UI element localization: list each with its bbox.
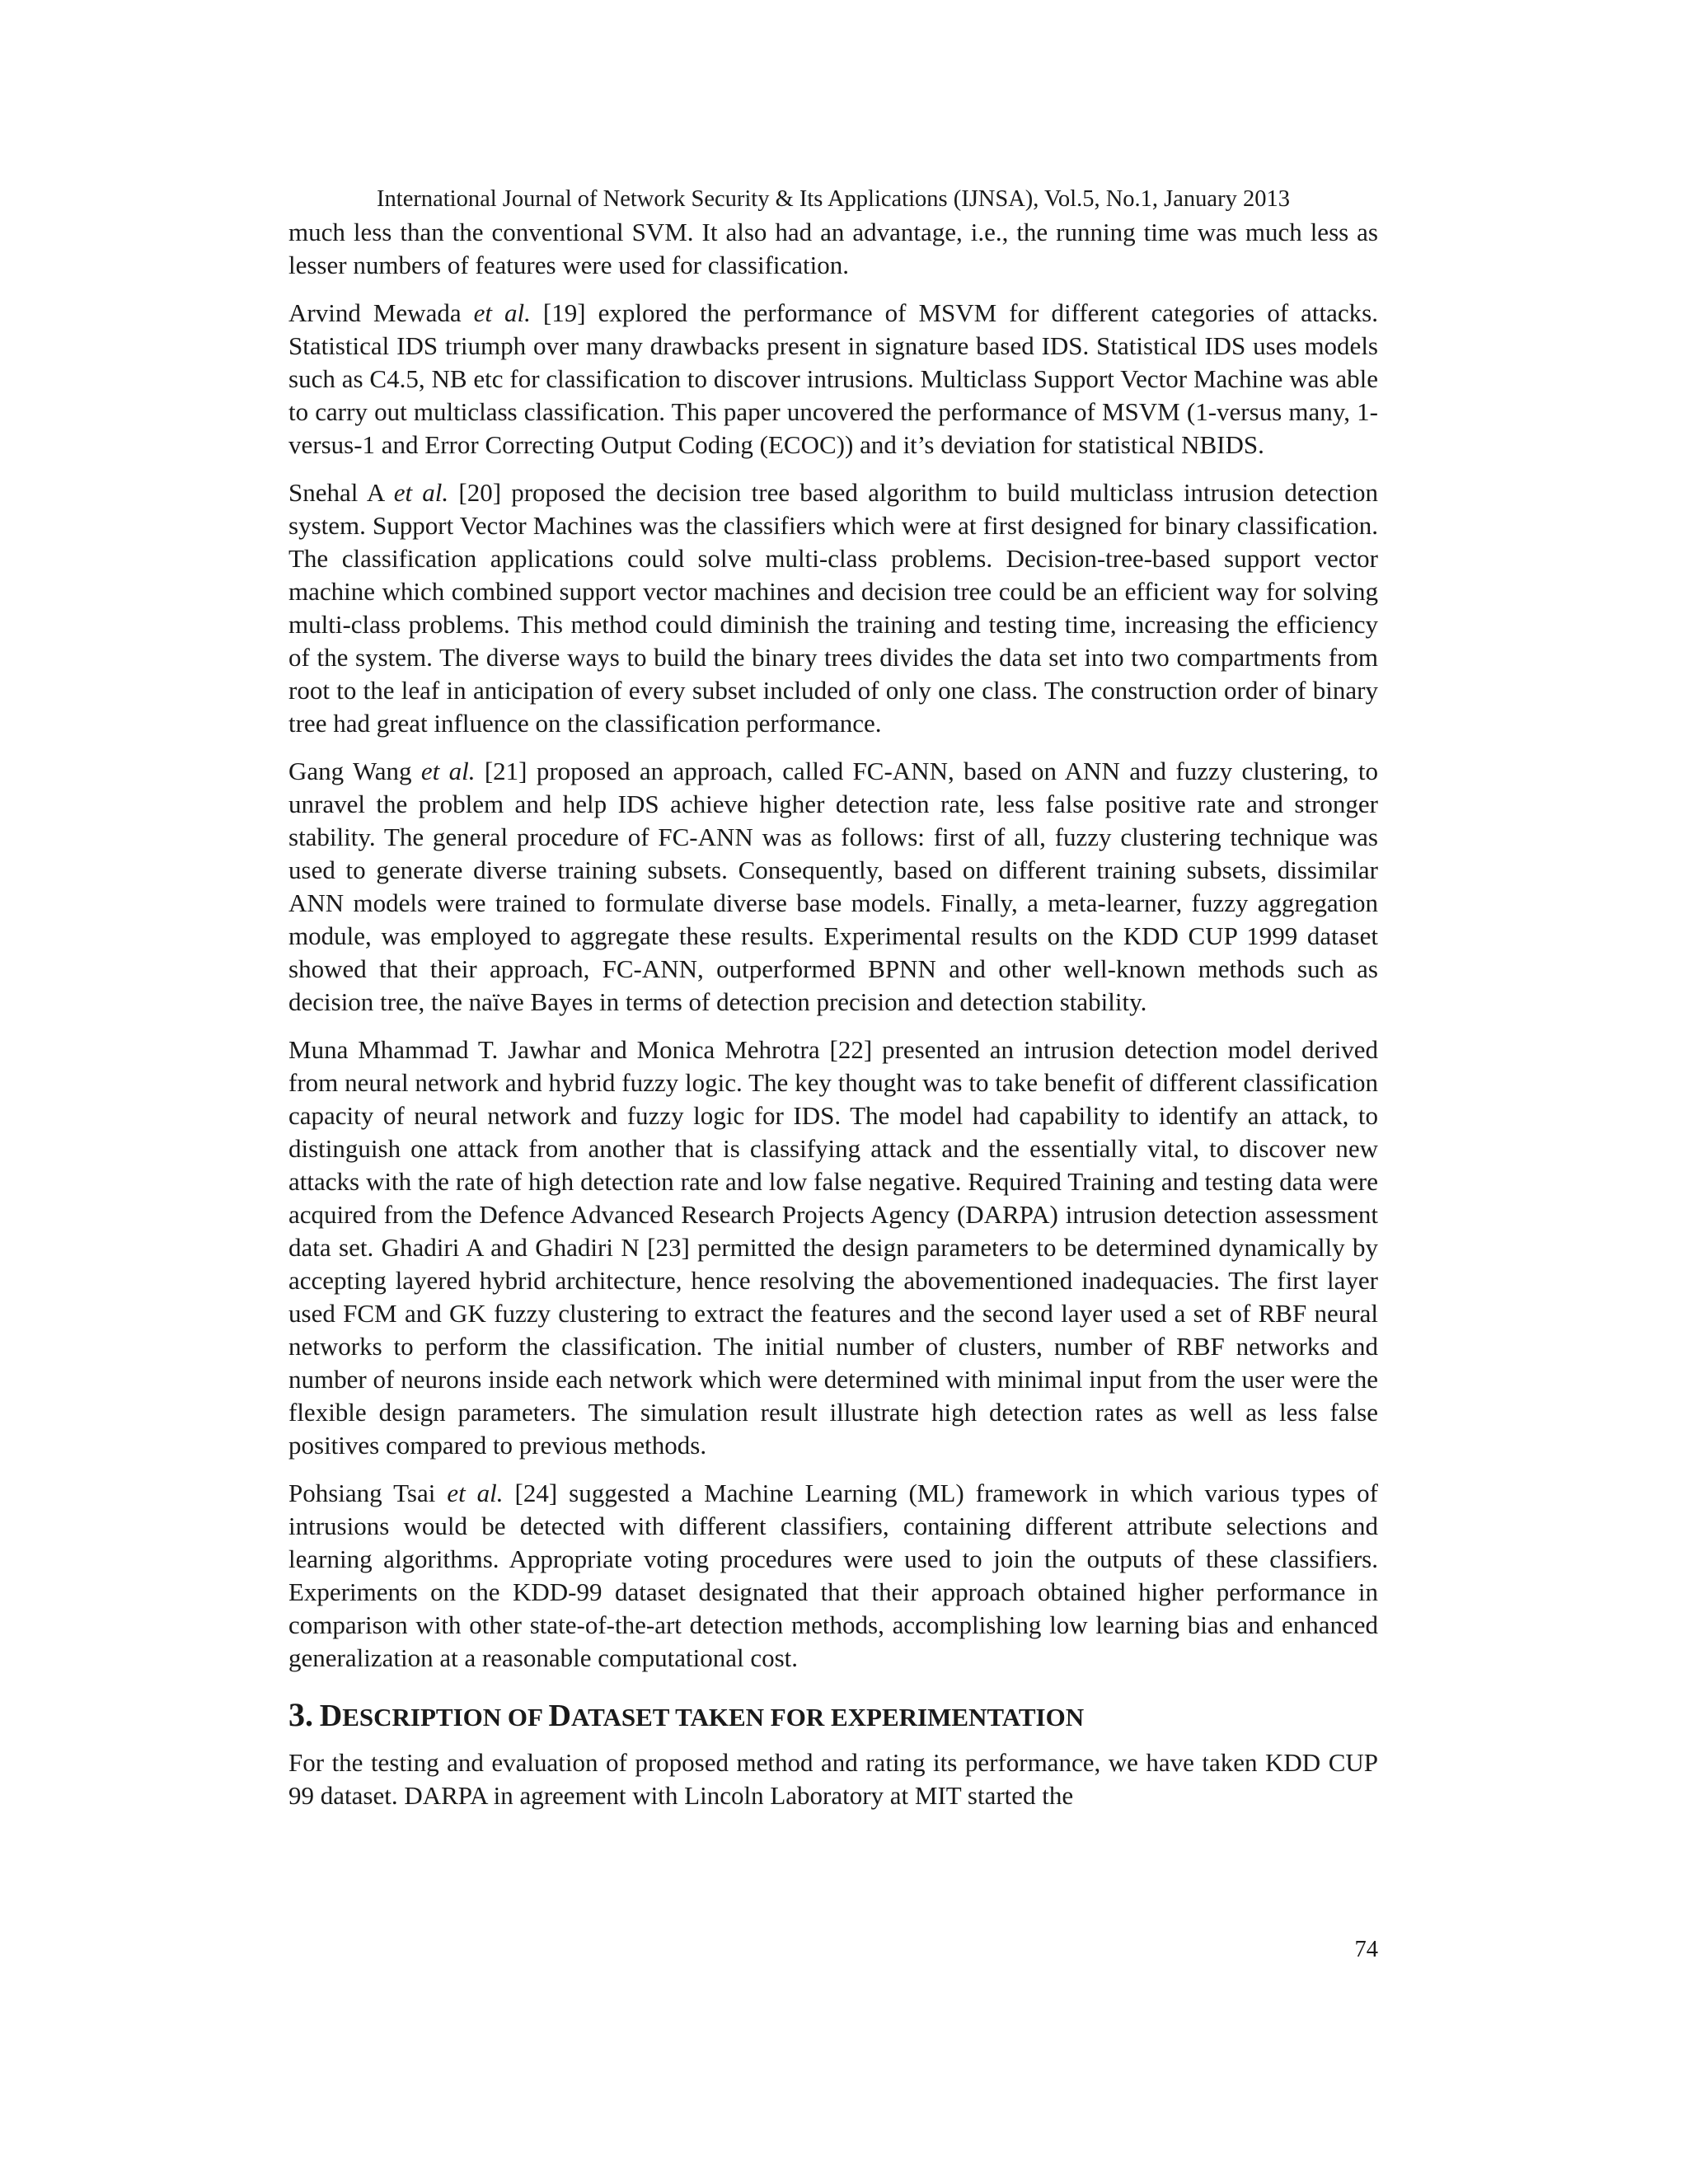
paragraph-text: [19] explored the performance of MSVM for different categories of attacks. Statistical IDS triumph over many drawbacks present in signature based IDS. Statistical IDS uses models such as C4.5, NB etc for classification to discover intrusions. Multiclass Support Vector Machine was able to carry out multiclass classification. This paper uncovered the performance of MSVM (1-versus many, 1-versus-1 and Error Correcting Output Coding (ECOC)) and it’s deviation for statistical NBIDS. [288, 298, 1378, 459]
paragraph-text: [24] suggested a Machine Learning (ML) framework in which various types of intrusions would be detected with different classifiers, containing different attribute selections and learning algorithms. Appropriate voting procedures were used to join the outputs of these classifiers. Experiments on the KDD-99 dataset designated that their approach obtained higher performance in comparison with other state-of-the-art detection methods, accomplishing low learning bias and enhanced generalization at a reasonable computational cost. [288, 1479, 1378, 1672]
paragraph-dataset [288, 1746, 1378, 1812]
paragraph-snehal [288, 476, 1378, 740]
author-name: Gang Wang [288, 757, 421, 785]
paragraph-text: [20] proposed the decision tree based algorithm to build multiclass intrusion detection system. Support Vector Machines was the classifiers which were at first designed for binary classification. The classification applications could solve multi-class problems. Decision-tree-based support vector machine which combined support vector machines and decision tree could be an efficient way for solving multi-class problems. This method could diminish the training and testing time, increasing the efficiency of the system. The diverse ways to build the binary trees divides the data set into two compartments from root to the leaf in anticipation of every subset included of only one class. The construction order of binary tree had great influence on the classification performance. [288, 478, 1378, 738]
paragraph-gang-wang [288, 755, 1378, 1019]
running-header: International Journal of Network Security & Its Applications (IJNSA), Vol.5, No.1, January 2013 [377, 186, 1290, 212]
author-name: Snehal A [288, 478, 394, 507]
paragraph-tsai [288, 1477, 1378, 1675]
paragraph-jawhar [288, 1033, 1378, 1462]
author-name: Arvind Mewada [288, 298, 474, 327]
paragraph-mewada [288, 297, 1378, 462]
et-al-italic: et al. [473, 298, 531, 327]
heading-text: ESCRIPTION OF [342, 1703, 549, 1732]
section-number: 3. [288, 1696, 313, 1733]
paragraph-text: Muna Mhammad T. Jawhar and Monica Mehrotra [22] presented an intrusion detection model derived from neural network and hybrid fuzzy logic. The key thought was to take benefit of different classification capacity of neural network and fuzzy logic for IDS. The model had capability to identify an attack, to distinguish one attack from another that is classifying attack and the essentially vital, to discover new attacks with the rate of high detection rate and low false negative. Required Training and testing data were acquired from the Defence Advanced Research Projects Agency (DARPA) intrusion detection assessment data set. Ghadiri A and Ghadiri N [23] permitted the design parameters to be determined dynamically by accepting layered hybrid architecture, hence resolving the abovementioned inadequacies. The first layer used FCM and GK fuzzy clustering to extract the features and the second layer used a set of RBF neural networks to perform the classification. The initial number of clusters, number of RBF networks and number of neurons inside each network which were determined with minimal input from the user were the flexible design parameters. The simulation result illustrate high detection rates as well as less false positives compared to previous methods. [288, 1035, 1378, 1460]
document-page [288, 183, 1378, 1812]
paragraph-continuation [288, 216, 1378, 282]
heading-initial: D [548, 1699, 571, 1733]
heading-initial: D [319, 1699, 343, 1733]
page-number: 74 [1354, 1937, 1378, 1962]
paragraph-text: much less than the conventional SVM. It also had an advantage, i.e., the running time was much less as lesser numbers of features were used for classification. [288, 218, 1378, 279]
section-heading [288, 1698, 1378, 1735]
paragraph-text: For the testing and evaluation of proposed method and rating its performance, we have taken KDD CUP 99 dataset. DARPA in agreement with Lincoln Laboratory at MIT started the [288, 1748, 1378, 1810]
et-al-italic: et al. [447, 1479, 504, 1507]
heading-text: ATASET TAKEN FOR EXPERIMENTATION [571, 1703, 1085, 1732]
et-al-italic: et al. [393, 478, 449, 507]
author-name: Pohsiang Tsai [288, 1479, 448, 1507]
et-al-italic: et al. [420, 757, 476, 785]
paragraph-text: [21] proposed an approach, called FC-ANN, based on ANN and fuzzy clustering, to unravel the problem and help IDS achieve higher detection rate, less false positive rate and stronger stability. The general procedure of FC-ANN was as follows: first of all, fuzzy clustering technique was used to generate diverse training subsets. Consequently, based on different training subsets, dissimilar ANN models were trained to formulate diverse base models. Finally, a meta-learner, fuzzy aggregation module, was employed to aggregate these results. Experimental results on the KDD CUP 1999 dataset showed that their approach, FC-ANN, outperformed BPNN and other well-known methods such as decision tree, the naïve Bayes in terms of detection precision and detection stability. [288, 757, 1378, 1016]
